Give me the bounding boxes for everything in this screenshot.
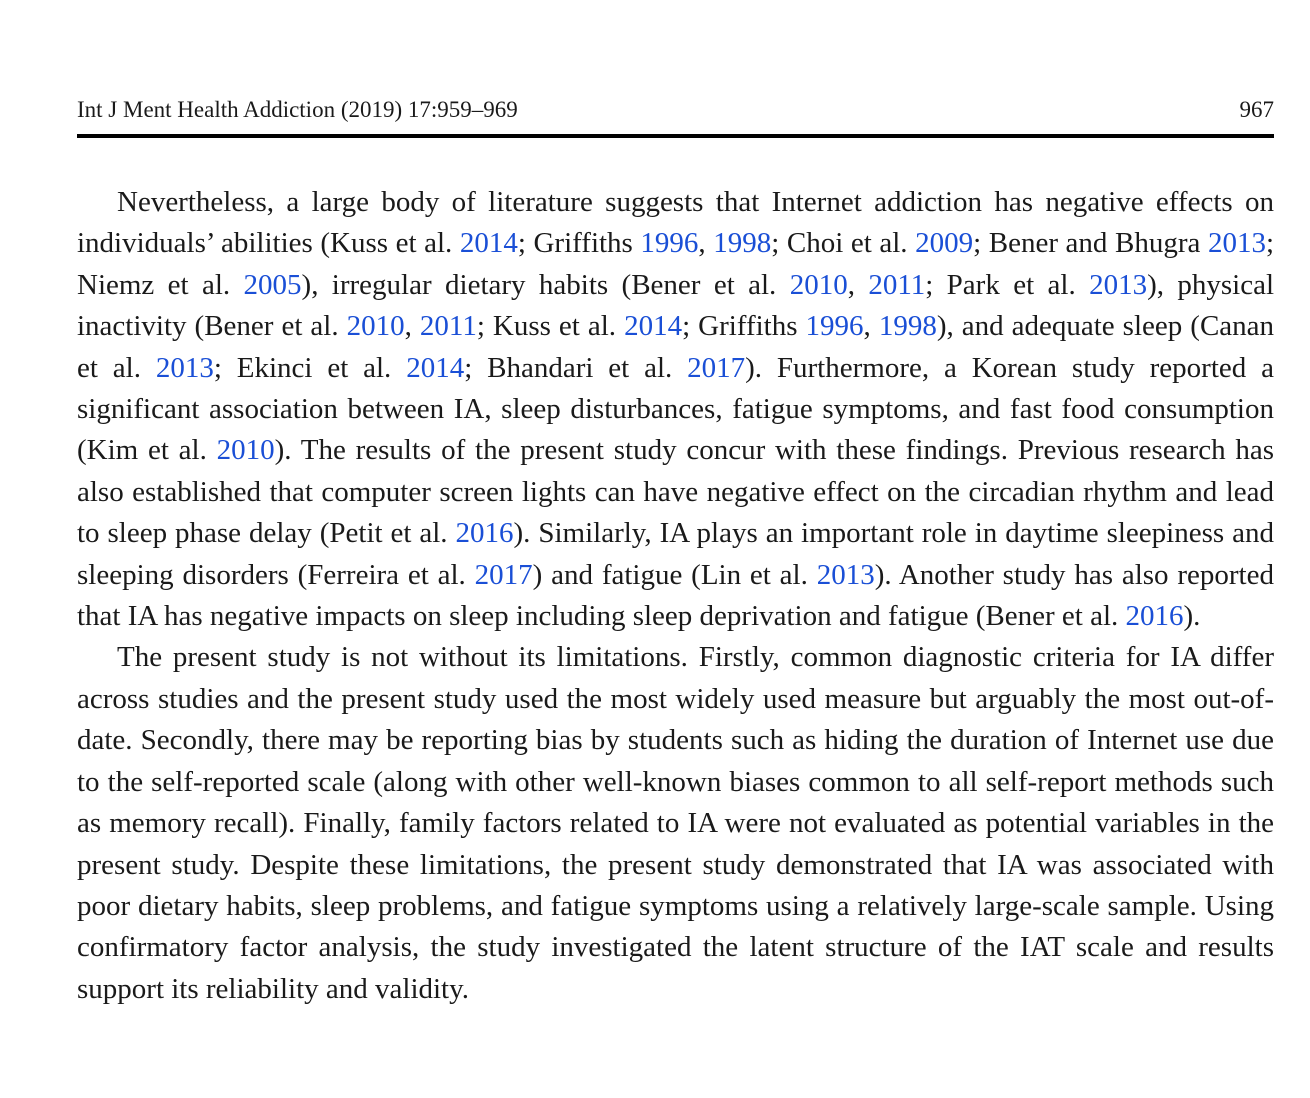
text-run: , [847, 268, 869, 301]
paragraph-1 [77, 182, 1274, 637]
citation-year-link[interactable]: 2014 [406, 351, 465, 384]
body-text [77, 182, 1274, 1010]
running-header [77, 96, 1274, 138]
text-run: ). Furthermore, a Korean study reported a significant association between IA, sleep disturbances, fatigue symptoms, and fast food consumption (Kim et al. [77, 351, 1274, 467]
citation-year-link[interactable]: 2016 [1125, 600, 1184, 633]
text-run: ; Niemz et al. [77, 227, 1275, 301]
citation-year-link[interactable]: 1998 [713, 227, 772, 260]
text-run: The present study is not without its limitations. Firstly, common diagnostic criteria for IA differ across studies and the present study used the most widely used measure but arguably the most out-of-date. Secondly, there may be reporting bias by students such as hiding the duration of Internet use due to the self-reported scale (along with other well-known biases common to all self-report methods such as memory recall). Finally, family factors related to IA were not evaluated as potential variables in the present study. Despite these limitations, the present study demonstrated that IA was associated with poor dietary habits, sleep problems, and fatigue symptoms using a relatively large-scale sample. Using confirmatory factor analysis, the study investigated the latent structure of the IAT scale and results support its reliability and validity. [77, 641, 1274, 1005]
citation-year-link[interactable]: 2011 [868, 268, 926, 301]
text-run: ), and adequate sleep (Canan et al. [77, 310, 1275, 384]
citation-year-link[interactable]: 2005 [243, 268, 302, 301]
text-run: ; Griffiths [682, 310, 806, 343]
text-run: ; Ekinci et al. [213, 351, 407, 384]
text-run: ; Bhandari et al. [464, 351, 688, 384]
citation-year-link[interactable]: 2010 [216, 434, 275, 467]
text-run: ). Another study has also reported that IA has negative impacts on sleep including sleep deprivation and fatigue (Bener et al. [77, 558, 1274, 633]
text-run: Nevertheless, a large body of literature suggests that Internet addiction has negative effects on individuals’ abilities (Kuss et al. [77, 186, 1274, 260]
citation-year-link[interactable]: 2010 [346, 310, 405, 343]
text-run: ; Griffiths [517, 227, 641, 260]
text-run: ; Bener and Bhugra [973, 227, 1208, 260]
citation-year-link[interactable]: 2016 [455, 517, 514, 550]
text-run: ). Similarly, IA plays an important role in daytime sleepiness and sleeping disorders (Ferreira et al. [77, 517, 1274, 591]
text-run: ). [1183, 600, 1201, 633]
citation-year-link[interactable]: 1996 [805, 310, 864, 343]
citation-year-link[interactable]: 2017 [687, 351, 746, 384]
text-run: ; Park et al. [925, 268, 1090, 301]
citation-year-link[interactable]: 1996 [640, 227, 699, 260]
citation-year-link[interactable]: 2014 [459, 227, 518, 260]
citation-year-link[interactable]: 2011 [419, 310, 477, 343]
citation-year-link[interactable]: 2013 [1207, 227, 1266, 260]
text-run: , [698, 227, 714, 260]
citation-year-link[interactable]: 2013 [1089, 268, 1148, 301]
paper-page [77, 96, 1274, 1010]
text-run: ), irregular dietary habits (Bener et al. [301, 268, 790, 301]
citation-year-link[interactable]: 2009 [915, 227, 974, 260]
paragraph-2 [77, 637, 1274, 1010]
citation-year-link[interactable]: 2017 [474, 558, 533, 591]
citation-year-link[interactable]: 2013 [816, 558, 875, 591]
journal-citation: Int J Ment Health Addiction (2019) 17:959–969 [77, 97, 518, 122]
page-number: 967 [1239, 97, 1274, 122]
citation-year-link[interactable]: 2010 [789, 268, 848, 301]
text-run: ; Choi et al. [771, 227, 916, 260]
citation-year-link[interactable]: 1998 [878, 310, 937, 343]
text-run: ; Kuss et al. [476, 310, 625, 343]
text-run: , [404, 310, 420, 343]
citation-year-link[interactable]: 2013 [155, 351, 214, 384]
text-run: ), physical inactivity (Bener et al. [77, 268, 1275, 343]
citation-year-link[interactable]: 2014 [624, 310, 683, 343]
text-run: ) and fatigue (Lin et al. [532, 558, 817, 591]
text-run: ). The results of the present study concur with these findings. Previous research has also established that computer screen lights can have negative effect on the circadian rhythm and lead to sleep phase delay (Petit et al. [77, 434, 1275, 550]
text-run: , [863, 310, 879, 343]
